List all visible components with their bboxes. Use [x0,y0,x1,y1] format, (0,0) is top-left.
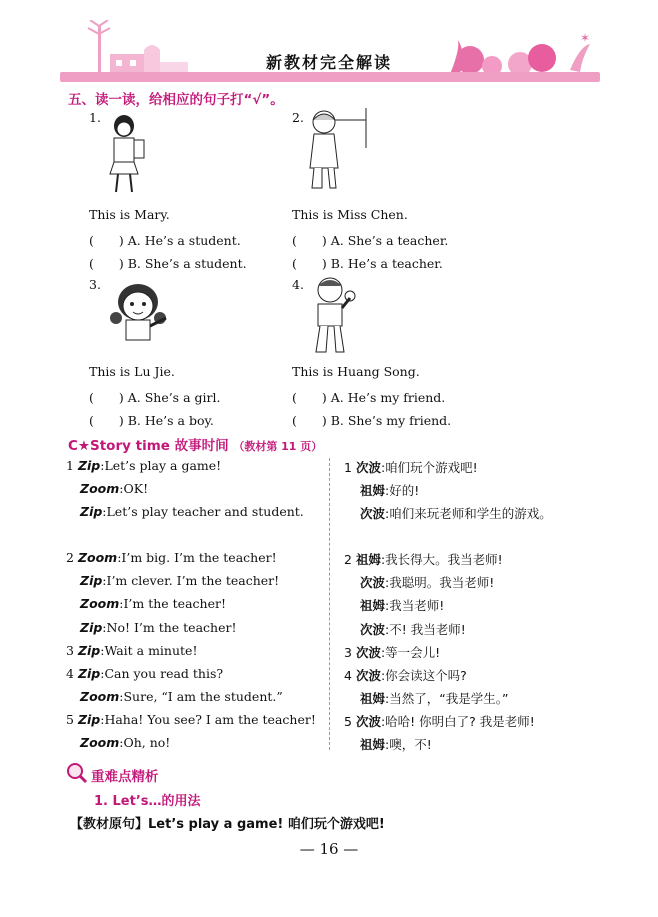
item-2-sentence: This is Miss Chen. [292,207,408,222]
focus-subtitle: 1. Let’s…的用法 [94,794,201,809]
page-number: — 16 — [299,840,359,858]
story-textbook-ref: （教材第 11 页） [233,440,323,453]
story-en-line: Zoom:I’m the teacher! [80,596,226,611]
story-en-line: Zip:No! I’m the teacher! [80,620,237,635]
story-cn-line: 2 祖姆:我长得大。我当老师! [344,552,503,567]
story-cn-line: 祖姆:好的! [360,483,420,498]
story-cn-line: 3 次波:等一会儿! [344,645,441,660]
item-4-sentence: This is Huang Song. [292,364,420,379]
story-title-text: C★Story time 故事时间 [68,438,229,454]
item-1-sentence: This is Mary. [89,207,170,222]
textbook-original-sentence: 【教材原句】Let’s play a game! 咱们玩个游戏吧! [70,817,385,832]
story-cn-line: 祖姆:当然了，“我是学生。” [360,691,509,706]
story-en-line: 5 Zip:Haha! You see? I am the teacher! [66,712,316,727]
header-band [60,72,600,82]
item-4-option-b[interactable]: ( ) B. She’s my friend. [292,413,452,428]
item-4-number: 4. [292,277,304,292]
item-3-number: 3. [89,277,101,292]
item-3-option-a[interactable]: ( ) A. She’s a girl. [89,390,221,405]
item-3-option-b[interactable]: ( ) B. He’s a boy. [89,413,214,428]
header-title: 新教材完全解读 [265,53,392,72]
item-4-option-a[interactable]: ( ) A. He’s my friend. [292,390,446,405]
svg-text:✶: ✶ [580,31,591,45]
story-cn-line: 1 次波:咱们玩个游戏吧! [344,460,478,475]
story-column-divider [329,458,330,750]
focus-title: 重难点精析 [91,769,159,785]
story-cn-line: 4 次波:你会读这个吗? [344,668,467,683]
story-en-line: Zip:I’m clever. I’m the teacher! [80,573,280,588]
story-en-line: Zoom:Oh, no! [80,735,171,750]
story-cn-line: 祖姆:我当老师! [360,598,445,613]
item-1-option-b[interactable]: ( ) B. She’s a student. [89,256,247,271]
teacher-miss-chen-illustration [302,108,368,194]
girl-mary-illustration [100,112,150,196]
magnifier-icon [66,762,88,784]
story-en-line: Zip:Let’s play teacher and student. [80,504,304,519]
story-en-line: 2 Zoom:I’m big. I’m the teacher! [66,550,277,565]
item-1-number: 1. [89,110,101,125]
story-title [68,434,322,454]
item-2-option-a[interactable]: ( ) A. She’s a teacher. [292,233,449,248]
item-1-option-a[interactable]: ( ) A. He’s a student. [89,233,241,248]
story-en-line: 1 Zip:Let’s play a game! [66,458,222,473]
girl-lu-jie-illustration [104,278,176,344]
item-2-number: 2. [292,110,304,125]
story-en-line: Zoom:Sure, “I am the student.” [80,689,283,704]
item-3-sentence: This is Lu Jie. [89,364,175,379]
story-en-line: Zoom:OK! [80,481,149,496]
story-en-line: 4 Zip:Can you read this? [66,666,224,681]
boy-huang-song-illustration [306,276,362,356]
story-cn-line: 次波:我聪明。我当老师! [360,575,495,590]
story-cn-line: 次波:不! 我当老师! [360,622,466,637]
story-cn-line: 5 次波:哈哈! 你明白了? 我是老师! [344,714,535,729]
story-cn-line: 祖姆:噢，不! [360,737,432,752]
section5-title: 五、读一读，给相应的句子打“√”。 [68,92,284,108]
story-en-line: 3 Zip:Wait a minute! [66,643,198,658]
item-2-option-b[interactable]: ( ) B. He’s a teacher. [292,256,443,271]
story-cn-line: 次波:咱们来玩老师和学生的游戏。 [360,506,552,521]
